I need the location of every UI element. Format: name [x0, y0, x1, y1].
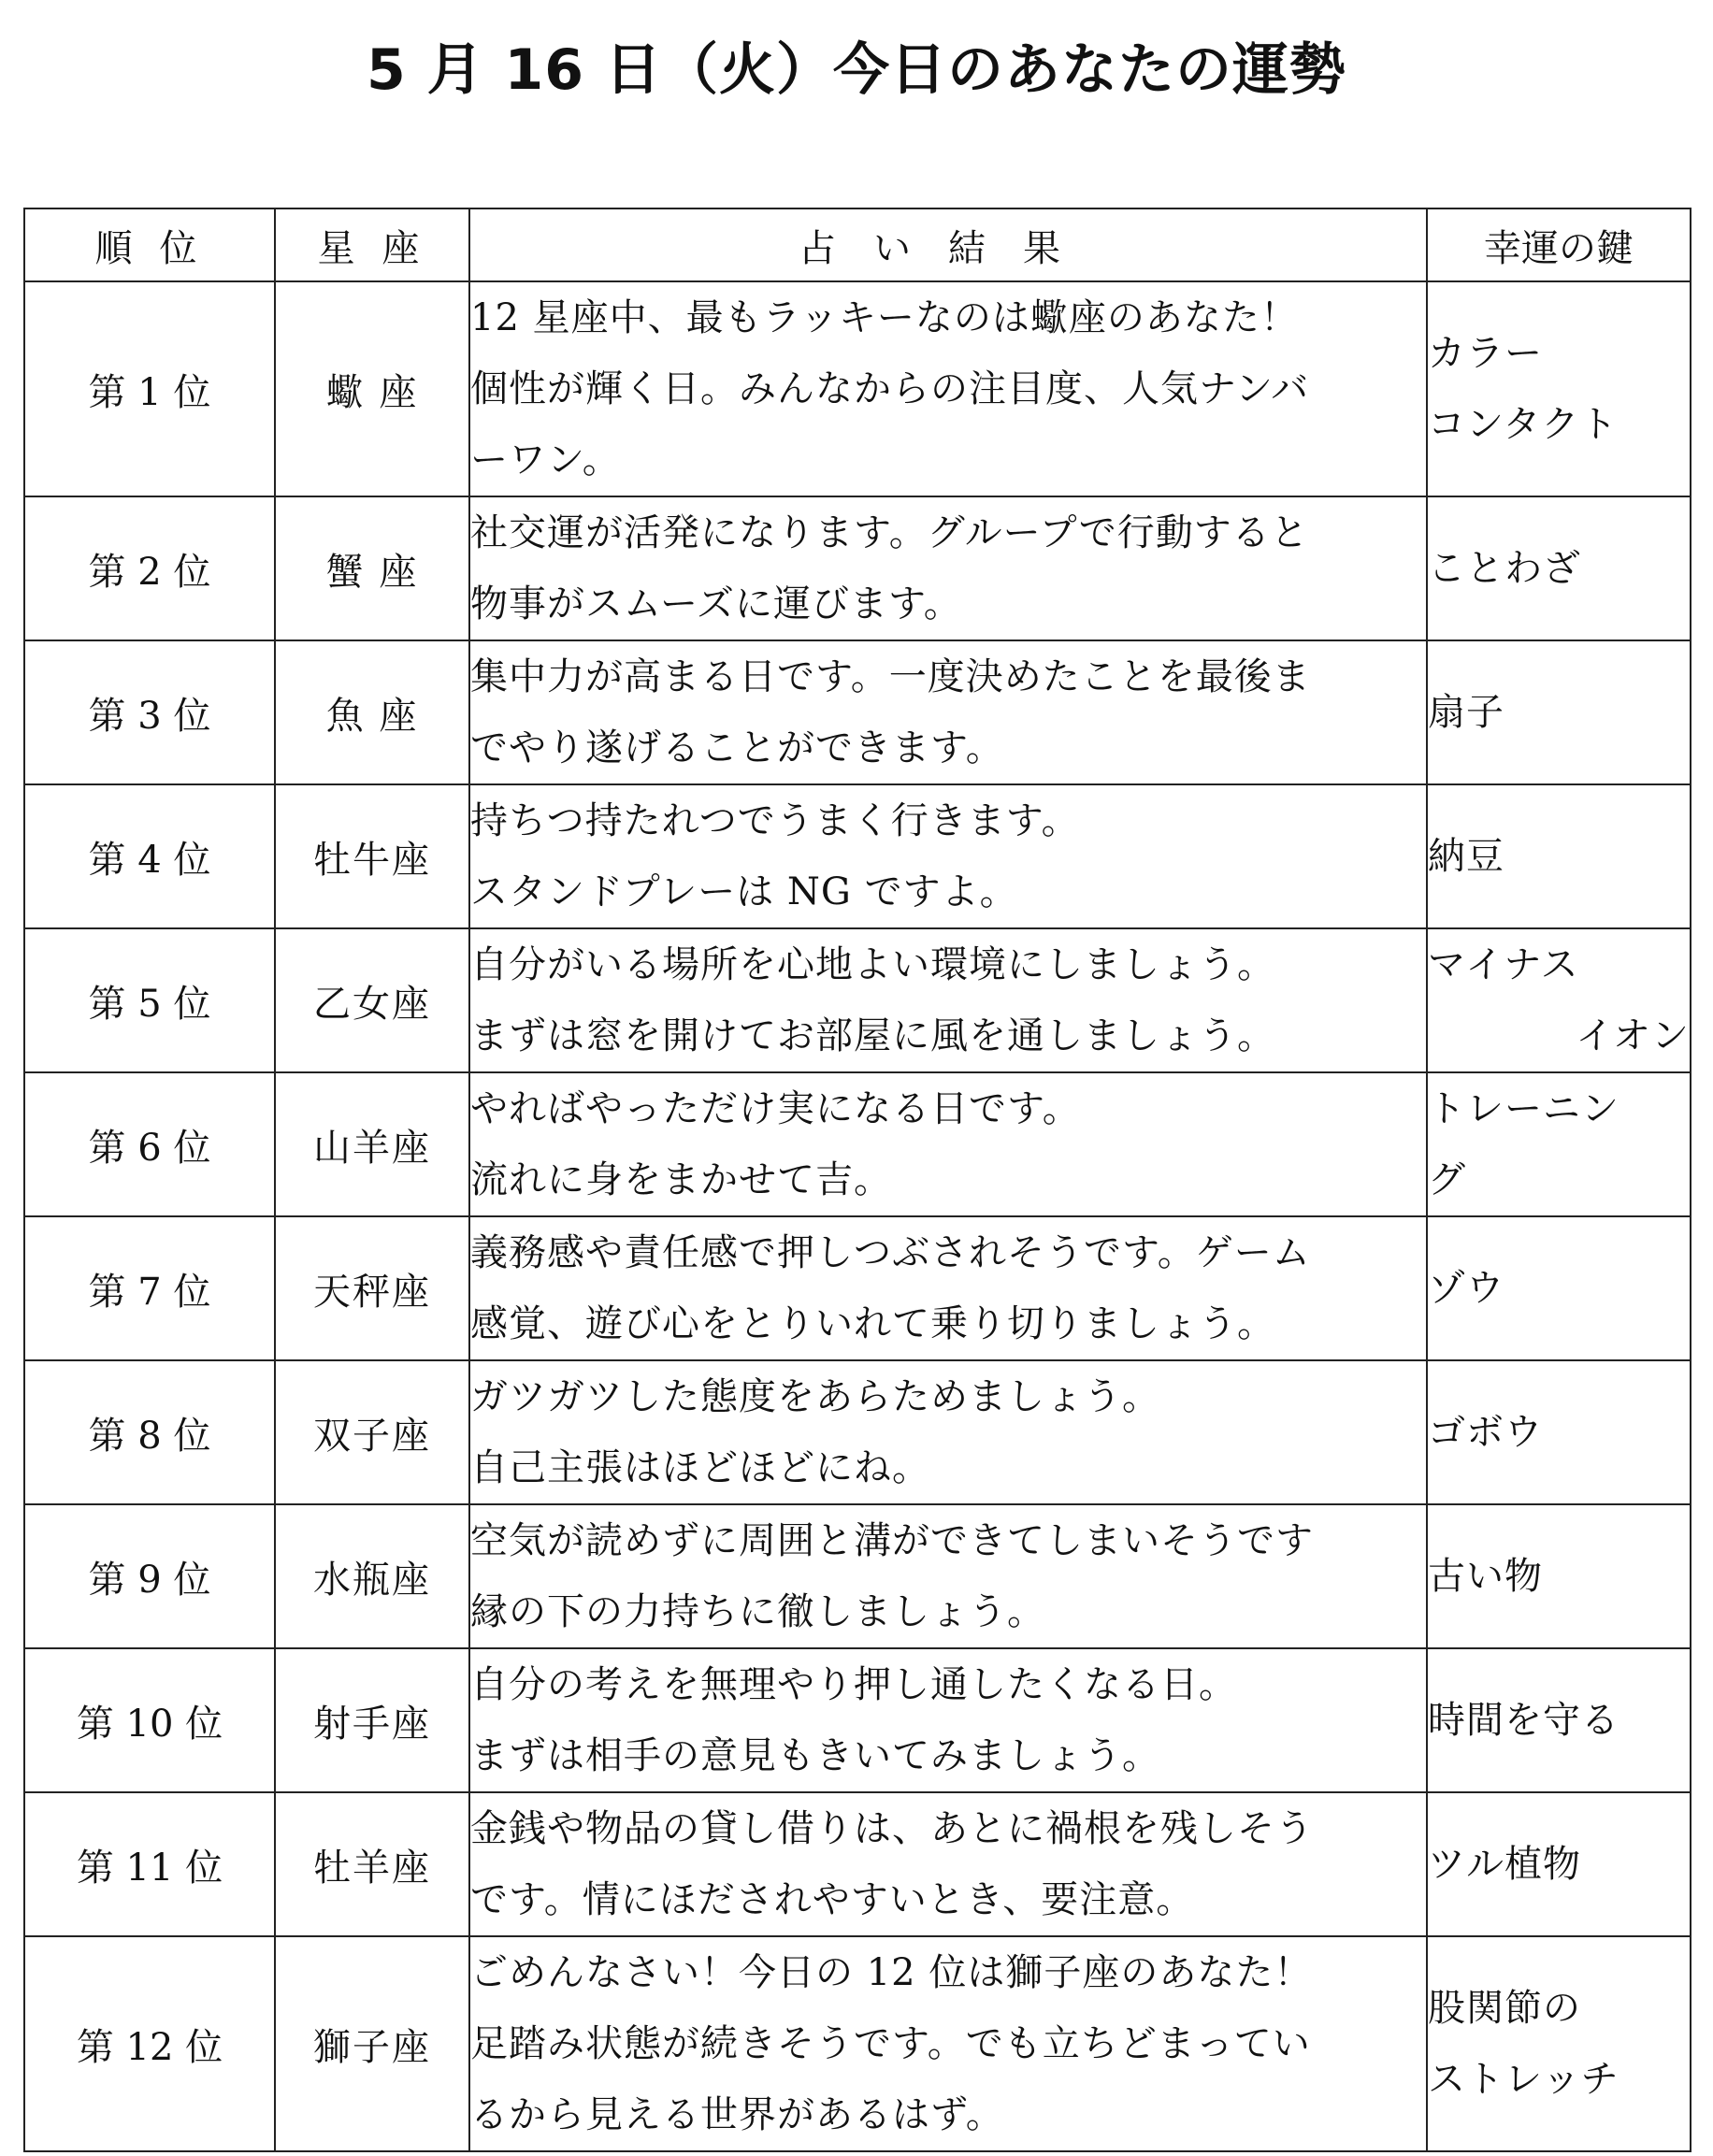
rank-cell: 第 6 位	[24, 1072, 275, 1216]
rank-cell: 第 12 位	[24, 1936, 275, 2151]
sign-cell: 蟹 座	[275, 496, 469, 640]
result-cell	[469, 1792, 1427, 1936]
lucky-key-cell	[1427, 640, 1691, 784]
lucky-key-line: ことわざ	[1428, 547, 1581, 590]
result-line: まずは窓を開けてお部屋に風を通しましょう。	[470, 1014, 1275, 1057]
table-row	[24, 1648, 1691, 1792]
rank-cell: 第 8 位	[24, 1360, 275, 1504]
rank-cell: 第 2 位	[24, 496, 275, 640]
result-cell	[469, 1360, 1427, 1504]
lucky-key-cell	[1427, 1216, 1691, 1360]
sign-cell: 射手座	[275, 1648, 469, 1792]
result-line: でやり遂げることができます。	[470, 726, 1004, 769]
header-lucky-key: 幸運の鍵	[1427, 208, 1691, 281]
result-line: スタンドプレーは NG ですよ。	[470, 870, 1018, 913]
rank-cell: 第 9 位	[24, 1504, 275, 1648]
result-line: 物事がスムーズに運びます。	[470, 582, 962, 625]
header-result: 占い結果	[469, 208, 1427, 281]
sign-cell: 天秤座	[275, 1216, 469, 1360]
lucky-key-line: トレーニン	[1428, 1087, 1619, 1130]
result-line: 縁の下の力持ちに徹しましょう。	[470, 1590, 1045, 1633]
sign-cell: 牡羊座	[275, 1792, 469, 1936]
result-line: 金銭や物品の貸し借りは、あとに禍根を残しそう	[470, 1807, 1314, 1850]
result-cell	[469, 784, 1427, 928]
rank-cell: 第 1 位	[24, 281, 275, 496]
lucky-key-line: マイナス	[1428, 943, 1579, 986]
result-line: 12 星座中、最もラッキーなのは蠍座のあなた！	[470, 296, 1299, 339]
result-cell	[469, 1504, 1427, 1648]
lucky-key-line: ゾウ	[1428, 1267, 1504, 1310]
lucky-key-cell	[1427, 1072, 1691, 1216]
sign-cell: 蠍 座	[275, 281, 469, 496]
lucky-key-cell	[1427, 1504, 1691, 1648]
sign-cell: 山羊座	[275, 1072, 469, 1216]
lucky-key-line: 納豆	[1428, 835, 1504, 878]
lucky-key-line: 扇子	[1428, 691, 1504, 734]
result-line: です。情にほだされやすいとき、要注意。	[470, 1878, 1195, 1921]
header-rank: 順 位	[24, 208, 275, 281]
lucky-key-line: ツル植物	[1428, 1843, 1581, 1886]
lucky-key-line: 古い物	[1428, 1555, 1543, 1598]
result-line: 感覚、遊び心をとりいれて乗り切りましょう。	[470, 1302, 1275, 1345]
rank-cell: 第 11 位	[24, 1792, 275, 1936]
result-line: 足踏み状態が続きそうです。でも立ちどまってい	[470, 2022, 1311, 2065]
result-cell	[469, 1216, 1427, 1360]
result-cell	[469, 1648, 1427, 1792]
page-title: 5 月 16 日（火）今日のあなたの運勢	[367, 37, 1346, 103]
result-line: ガツガツした態度をあらためましょう。	[470, 1375, 1160, 1418]
table-row	[24, 928, 1691, 1072]
table-row	[24, 1360, 1691, 1504]
lucky-key-line: 股関節の	[1428, 1987, 1581, 2030]
result-line: 自己主張はほどほどにね。	[470, 1446, 930, 1489]
lucky-key-cell	[1427, 1360, 1691, 1504]
table-row	[24, 496, 1691, 640]
table-row	[24, 784, 1691, 928]
sign-cell: 獅子座	[275, 1936, 469, 2151]
result-line: ーワン。	[470, 438, 621, 482]
lucky-key-line: ストレッチ	[1428, 2058, 1619, 2101]
lucky-key-line: イオン	[1576, 1014, 1690, 1057]
result-line: やればやっただけ実になる日です。	[470, 1087, 1081, 1130]
result-line: ごめんなさい！今日の 12 位は獅子座のあなた！	[470, 1951, 1313, 1994]
header-row	[24, 208, 1691, 281]
table-row	[24, 1216, 1691, 1360]
result-line: 流れに身をまかせて吉。	[470, 1158, 892, 1201]
sign-cell: 魚 座	[275, 640, 469, 784]
table-row	[24, 1504, 1691, 1648]
result-line: 社交運が活発になります。グループで行動すると	[470, 511, 1309, 554]
lucky-key-cell	[1427, 784, 1691, 928]
sign-cell: 牡牛座	[275, 784, 469, 928]
lucky-key-cell	[1427, 1936, 1691, 2151]
lucky-key-cell	[1427, 1792, 1691, 1936]
result-line: 集中力が高まる日です。一度決めたことを最後ま	[470, 655, 1311, 698]
table-row	[24, 640, 1691, 784]
lucky-key-line: カラー	[1428, 332, 1543, 375]
lucky-key-line: グ	[1428, 1158, 1466, 1201]
result-cell	[469, 496, 1427, 640]
rank-cell: 第 3 位	[24, 640, 275, 784]
lucky-key-cell	[1427, 281, 1691, 496]
rank-cell: 第 10 位	[24, 1648, 275, 1792]
table-row	[24, 1072, 1691, 1216]
result-line: 義務感や責任感で押しつぶされそうです。ゲーム	[470, 1231, 1311, 1274]
lucky-key-cell	[1427, 928, 1691, 1072]
result-cell	[469, 1072, 1427, 1216]
rank-cell: 第 5 位	[24, 928, 275, 1072]
sign-cell: 乙女座	[275, 928, 469, 1072]
result-line: 個性が輝く日。みんなからの注目度、人気ナンバ	[470, 367, 1310, 410]
header-sign: 星 座	[275, 208, 469, 281]
sign-cell: 水瓶座	[275, 1504, 469, 1648]
lucky-key-line: コンタクト	[1428, 403, 1619, 446]
result-line: まずは相手の意見もきいてみましょう。	[470, 1734, 1160, 1777]
result-line: るから見える世界があるはず。	[470, 2093, 1004, 2136]
table-row	[24, 1792, 1691, 1936]
result-line: 自分がいる場所を心地よい環境にしましょう。	[470, 943, 1275, 986]
table-row	[24, 281, 1691, 496]
result-cell	[469, 1936, 1427, 2151]
result-cell	[469, 928, 1427, 1072]
fortune-table	[23, 208, 1691, 2152]
lucky-key-line: ゴボウ	[1428, 1411, 1543, 1454]
rank-cell: 第 7 位	[24, 1216, 275, 1360]
result-cell	[469, 281, 1427, 496]
result-line: 持ちつ持たれつでうまく行きます。	[470, 799, 1080, 842]
lucky-key-cell	[1427, 496, 1691, 640]
result-line: 自分の考えを無理やり押し通したくなる日。	[470, 1663, 1237, 1706]
table-row	[24, 1936, 1691, 2151]
result-cell	[469, 640, 1427, 784]
lucky-key-cell	[1427, 1648, 1691, 1792]
sign-cell: 双子座	[275, 1360, 469, 1504]
result-line: 空気が読めずに周囲と溝ができてしまいそうです	[470, 1519, 1314, 1562]
rank-cell: 第 4 位	[24, 784, 275, 928]
lucky-key-line: 時間を守る	[1428, 1699, 1619, 1742]
